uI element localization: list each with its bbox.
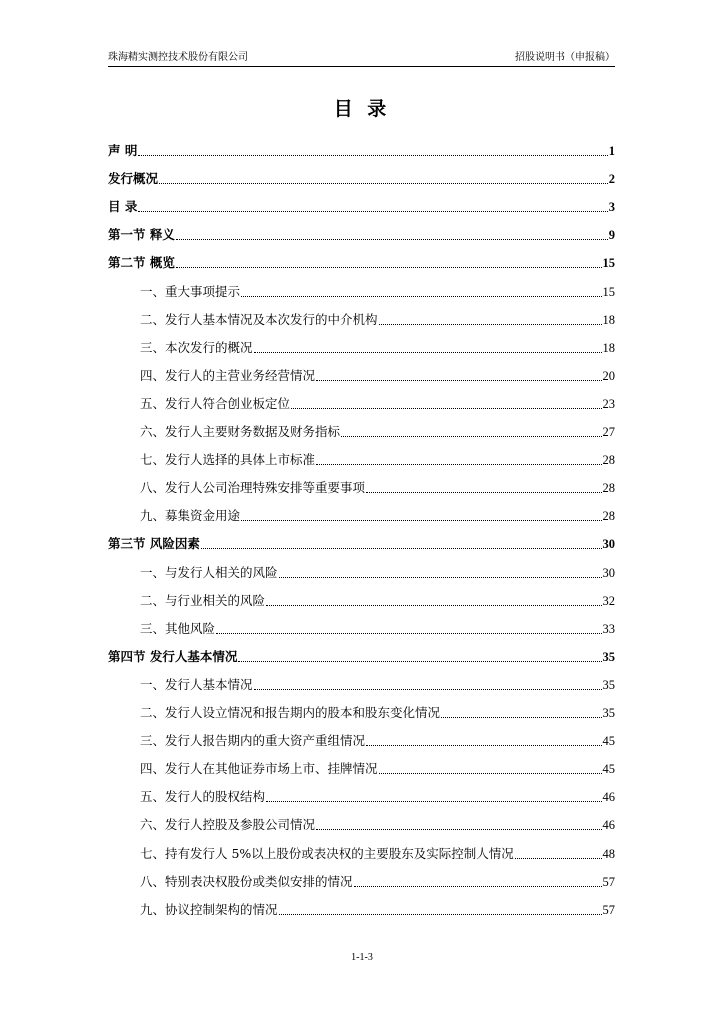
toc-entry-page: 27 bbox=[602, 425, 615, 439]
toc-entry[interactable] bbox=[108, 507, 615, 525]
toc-entry-label: 第一节 释义 bbox=[108, 227, 175, 243]
toc-entry[interactable] bbox=[108, 423, 615, 441]
page-header bbox=[108, 51, 615, 65]
toc-dot-leader bbox=[266, 605, 601, 606]
toc-dot-leader bbox=[379, 773, 602, 774]
toc-dot-leader bbox=[176, 239, 608, 240]
toc-entry[interactable] bbox=[108, 367, 615, 385]
toc-entry-label: 声 明 bbox=[108, 143, 138, 158]
toc-entry[interactable] bbox=[108, 901, 615, 919]
toc-entry-label: 八、发行人公司治理特殊安排等重要事项 bbox=[140, 480, 366, 496]
toc-entry[interactable] bbox=[108, 845, 615, 863]
toc-entry[interactable] bbox=[108, 479, 615, 497]
toc-entry-label: 发行概况 bbox=[108, 171, 159, 187]
toc-dot-leader bbox=[316, 464, 601, 465]
toc-dot-leader bbox=[515, 858, 602, 859]
toc-entry-label: 目 录 bbox=[108, 199, 138, 215]
toc-entry-label: 三、其他风险 bbox=[140, 620, 216, 636]
toc-entry-page: 48 bbox=[602, 846, 615, 861]
toc-title: 目 录 bbox=[333, 98, 391, 120]
toc-entry[interactable] bbox=[108, 170, 615, 188]
toc-entry[interactable] bbox=[108, 283, 615, 301]
toc-entry-label: 七、发行人选择的具体上市标准 bbox=[140, 452, 316, 468]
toc-entry[interactable] bbox=[108, 142, 615, 160]
toc-entry-label: 三、本次发行的概况 bbox=[140, 339, 253, 355]
toc-dot-leader bbox=[266, 801, 601, 802]
toc-entry[interactable] bbox=[108, 395, 615, 413]
toc-entry-label: 六、发行人控股及参股公司情况 bbox=[140, 817, 316, 833]
toc-dot-leader bbox=[254, 352, 602, 353]
toc-dot-leader bbox=[201, 548, 602, 549]
toc-entry-label: 二、与行业相关的风险 bbox=[140, 592, 266, 608]
toc-entry[interactable] bbox=[108, 451, 615, 469]
toc-dot-leader bbox=[241, 520, 601, 521]
toc-dot-leader bbox=[354, 886, 602, 887]
toc-entry[interactable] bbox=[108, 339, 615, 357]
toc-entry-label: 七、持有发行人 5%以上股份或表决权的主要股东及实际控制人情况 bbox=[140, 845, 514, 861]
toc-dot-leader bbox=[291, 408, 601, 409]
toc-entry-label: 八、特别表决权股份或类似安排的情况 bbox=[140, 873, 353, 889]
toc-entry-label: 一、重大事项提示 bbox=[140, 283, 241, 299]
header-divider bbox=[108, 66, 615, 67]
page-number: 1-1-3 bbox=[351, 952, 373, 963]
toc-entry[interactable] bbox=[108, 254, 615, 272]
toc-entry-page: 57 bbox=[602, 902, 615, 917]
toc-entry-page: 32 bbox=[602, 593, 615, 608]
toc-entry[interactable] bbox=[108, 873, 615, 891]
toc-entry[interactable] bbox=[108, 648, 615, 666]
toc-entry-label: 五、发行人的股权结构 bbox=[140, 789, 266, 805]
toc-dot-leader bbox=[254, 689, 602, 690]
toc-entry-page: 28 bbox=[602, 481, 615, 496]
toc-entry-label: 六、发行人主要财务数据及财务指标 bbox=[140, 424, 341, 439]
toc-entry-page: 35 bbox=[602, 649, 615, 664]
toc-entry-label: 第二节 概览 bbox=[108, 255, 175, 271]
toc-entry[interactable] bbox=[108, 226, 615, 244]
toc-dot-leader bbox=[316, 380, 601, 381]
toc-entry[interactable] bbox=[108, 198, 615, 216]
toc-entry-label: 一、发行人基本情况 bbox=[140, 676, 253, 692]
toc-dot-leader bbox=[138, 211, 607, 212]
toc-entry-page: 15 bbox=[602, 256, 615, 271]
toc-dot-leader bbox=[316, 829, 601, 830]
toc-entry-page: 18 bbox=[602, 312, 615, 327]
toc-entry-page: 9 bbox=[608, 228, 615, 243]
toc-dot-leader bbox=[241, 296, 601, 297]
toc-entry-page: 35 bbox=[602, 677, 615, 692]
toc-entry-label: 第三节 风险因素 bbox=[108, 536, 200, 552]
toc-entry-page: 33 bbox=[602, 621, 615, 636]
toc-dot-leader bbox=[379, 324, 602, 325]
toc-entry-label: 第四节 发行人基本情况 bbox=[108, 648, 238, 664]
toc-entry[interactable] bbox=[108, 704, 615, 722]
header-document-type: 招股说明书（申报稿） bbox=[515, 52, 615, 63]
toc-dot-leader bbox=[441, 717, 601, 718]
toc-entry[interactable] bbox=[108, 592, 615, 610]
toc-entry[interactable] bbox=[108, 311, 615, 329]
toc-entry-page: 28 bbox=[602, 509, 615, 524]
toc-dot-leader bbox=[238, 661, 601, 662]
toc-entry-label: 四、发行人的主营业务经营情况 bbox=[140, 367, 316, 383]
toc-entry-label: 九、协议控制架构的情况 bbox=[140, 901, 278, 917]
toc-entry-page: 46 bbox=[602, 818, 615, 833]
toc-entry-page: 2 bbox=[608, 172, 615, 187]
toc-entry[interactable] bbox=[108, 535, 615, 553]
toc-dot-leader bbox=[159, 183, 608, 184]
toc-entry-label: 九、募集资金用途 bbox=[140, 508, 241, 524]
toc-entry[interactable] bbox=[108, 760, 615, 778]
header-company-name: 珠海精实测控技术股份有限公司 bbox=[108, 52, 248, 63]
toc-entry[interactable] bbox=[108, 620, 615, 638]
toc-entry[interactable] bbox=[108, 732, 615, 750]
toc-dot-leader bbox=[216, 633, 601, 634]
toc-entry-page: 18 bbox=[602, 340, 615, 355]
toc-entry[interactable] bbox=[108, 564, 615, 582]
toc-dot-leader bbox=[138, 155, 607, 156]
toc-dot-leader bbox=[176, 267, 602, 268]
toc-entry-page: 45 bbox=[602, 762, 615, 777]
toc-entry-page: 28 bbox=[602, 453, 615, 468]
toc-entry-label: 四、发行人在其他证券市场上市、挂牌情况 bbox=[140, 761, 378, 777]
toc-entry-label: 二、发行人设立情况和报告期内的股本和股东变化情况 bbox=[140, 705, 441, 720]
toc-dot-leader bbox=[279, 577, 602, 578]
toc-entry-label: 三、发行人报告期内的重大资产重组情况 bbox=[140, 733, 366, 749]
toc-entry-page: 20 bbox=[602, 368, 615, 383]
toc-entry-page: 45 bbox=[602, 734, 615, 749]
toc-entry-label: 五、发行人符合创业板定位 bbox=[140, 395, 291, 411]
toc-dot-leader bbox=[366, 745, 601, 746]
toc-entry-page: 30 bbox=[602, 565, 615, 580]
toc-dot-leader bbox=[341, 436, 601, 437]
toc-entry[interactable] bbox=[108, 788, 615, 806]
toc-dot-leader bbox=[279, 914, 602, 915]
toc-entry-page: 3 bbox=[608, 200, 615, 215]
toc-entry[interactable] bbox=[108, 816, 615, 834]
toc-entry[interactable] bbox=[108, 676, 615, 694]
toc-entry-page: 46 bbox=[602, 790, 615, 805]
toc-entry-label: 一、与发行人相关的风险 bbox=[140, 564, 278, 580]
toc-entry-label: 二、发行人基本情况及本次发行的中介机构 bbox=[140, 311, 378, 327]
toc-entry-page: 57 bbox=[602, 874, 615, 889]
toc-entry-page: 30 bbox=[602, 537, 615, 552]
toc-entry-page: 23 bbox=[602, 396, 615, 411]
toc-entry-page: 15 bbox=[602, 284, 615, 299]
toc-dot-leader bbox=[366, 492, 601, 493]
toc-entry-page: 1 bbox=[608, 144, 615, 158]
toc-entry-page: 35 bbox=[602, 706, 615, 720]
